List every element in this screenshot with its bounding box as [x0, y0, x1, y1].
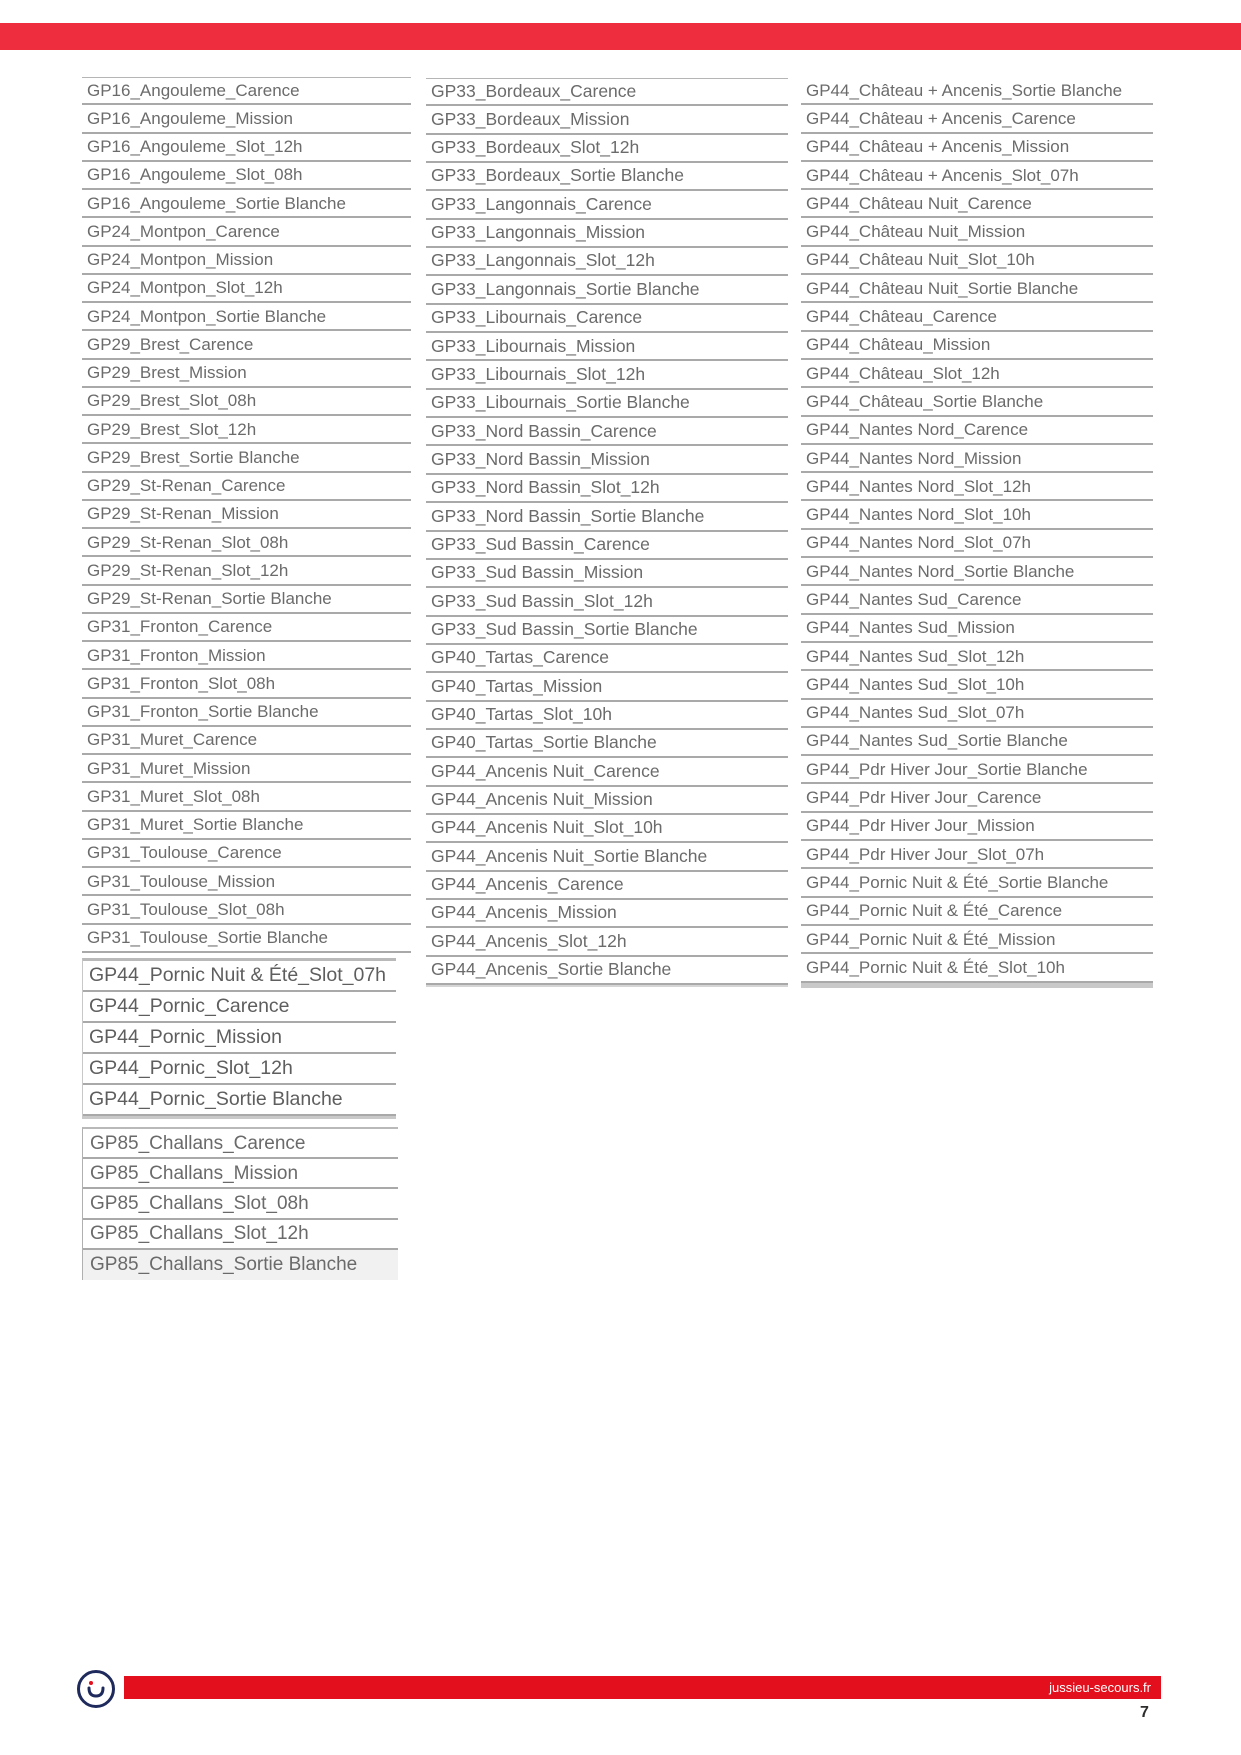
code-list-pornic — [82, 958, 396, 1119]
list-item: GP44_Château Nuit_Sortie Blanche — [801, 275, 1153, 303]
list-item: GP44_Pdr Hiver Jour_Slot_07h — [801, 841, 1153, 869]
list-item: GP85_Challans_Slot_08h — [83, 1189, 398, 1219]
list-item: GP24_Montpon_Carence — [82, 218, 411, 246]
list-item: GP33_Bordeaux_Carence — [426, 78, 788, 106]
list-item: GP44_Nantes Nord_Carence — [801, 417, 1153, 445]
list-item: GP44_Pornic_Sortie Blanche — [83, 1085, 396, 1116]
list-item: GP31_Toulouse_Mission — [82, 868, 411, 896]
list-item: GP44_Nantes Nord_Mission — [801, 445, 1153, 473]
list-item: GP44_Pornic Nuit & Été_Slot_10h — [801, 954, 1153, 982]
list-item: GP29_Brest_Slot_12h — [82, 416, 411, 444]
list-item: GP40_Tartas_Mission — [426, 673, 788, 701]
list-item: GP44_Château Nuit_Slot_10h — [801, 247, 1153, 275]
list-item: GP85_Challans_Mission — [83, 1159, 398, 1189]
list-item: GP44_Ancenis_Sortie Blanche — [426, 957, 788, 985]
list-item: GP44_Ancenis Nuit_Sortie Blanche — [426, 843, 788, 871]
list-item: GP33_Nord Bassin_Mission — [426, 446, 788, 474]
list-item: GP33_Libournais_Carence — [426, 305, 788, 333]
list-item: GP16_Angouleme_Carence — [82, 77, 411, 105]
list-item: GP16_Angouleme_Mission — [82, 105, 411, 133]
list-item: GP31_Toulouse_Sortie Blanche — [82, 925, 411, 953]
list-item: GP33_Sud Bassin_Mission — [426, 560, 788, 588]
code-list-challans — [82, 1127, 398, 1280]
list-item: GP44_Nantes Nord_Slot_10h — [801, 501, 1153, 529]
list-item: GP44_Château + Ancenis_Sortie Blanche — [801, 77, 1153, 105]
list-item: GP33_Langonnais_Slot_12h — [426, 248, 788, 276]
list-item: GP44_Pdr Hiver Jour_Sortie Blanche — [801, 756, 1153, 784]
list-item: GP44_Ancenis Nuit_Slot_10h — [426, 815, 788, 843]
list-item: GP44_Nantes Nord_Slot_07h — [801, 530, 1153, 558]
list-item: GP44_Château_Slot_12h — [801, 360, 1153, 388]
list-item: GP33_Langonnais_Sortie Blanche — [426, 276, 788, 304]
list-item: GP33_Libournais_Slot_12h — [426, 361, 788, 389]
list-item: GP29_Brest_Mission — [82, 360, 411, 388]
footer-url[interactable]: jussieu-secours.fr — [1049, 1680, 1151, 1695]
list-item: GP31_Toulouse_Slot_08h — [82, 896, 411, 924]
list-item: GP44_Ancenis_Mission — [426, 900, 788, 928]
list-item: GP44_Nantes Sud_Sortie Blanche — [801, 728, 1153, 756]
list-item: GP40_Tartas_Sortie Blanche — [426, 730, 788, 758]
list-item: GP33_Bordeaux_Mission — [426, 106, 788, 134]
list-item: GP31_Muret_Sortie Blanche — [82, 812, 411, 840]
list-item: GP24_Montpon_Sortie Blanche — [82, 303, 411, 331]
list-item: GP44_Nantes Sud_Slot_12h — [801, 643, 1153, 671]
list-item: GP44_Château + Ancenis_Mission — [801, 134, 1153, 162]
list-item: GP31_Fronton_Sortie Blanche — [82, 699, 411, 727]
list-item: GP44_Ancenis_Carence — [426, 872, 788, 900]
list-item: GP24_Montpon_Mission — [82, 247, 411, 275]
list-item: GP44_Pornic_Carence — [83, 992, 396, 1023]
list-item: GP33_Bordeaux_Sortie Blanche — [426, 163, 788, 191]
list-item: GP16_Angouleme_Sortie Blanche — [82, 190, 411, 218]
list-item: GP44_Pornic Nuit & Été_Sortie Blanche — [801, 869, 1153, 897]
list-item: GP44_Nantes Sud_Slot_10h — [801, 671, 1153, 699]
code-list-column-3 — [801, 77, 1153, 988]
list-item: GP44_Château Nuit_Carence — [801, 190, 1153, 218]
list-item: GP29_St-Renan_Slot_12h — [82, 557, 411, 585]
list-item: GP44_Château_Mission — [801, 332, 1153, 360]
list-item: GP31_Muret_Mission — [82, 755, 411, 783]
list-item: GP44_Pdr Hiver Jour_Mission — [801, 813, 1153, 841]
footer-red-bar — [124, 1676, 1161, 1699]
smile-logo-icon — [84, 1677, 108, 1701]
list-item: GP44_Nantes Nord_Slot_12h — [801, 473, 1153, 501]
list-item: GP29_St-Renan_Sortie Blanche — [82, 586, 411, 614]
list-item: GP16_Angouleme_Slot_12h — [82, 134, 411, 162]
code-list-column-1 — [82, 77, 411, 953]
list-item: GP33_Nord Bassin_Carence — [426, 418, 788, 446]
list-item: GP33_Nord Bassin_Slot_12h — [426, 475, 788, 503]
list-item: GP24_Montpon_Slot_12h — [82, 275, 411, 303]
list-item: GP33_Langonnais_Carence — [426, 191, 788, 219]
list-item: GP85_Challans_Slot_12h — [83, 1220, 398, 1250]
list-item: GP44_Pdr Hiver Jour_Carence — [801, 784, 1153, 812]
list-item: GP44_Nantes Nord_Sortie Blanche — [801, 558, 1153, 586]
list-item: GP33_Sud Bassin_Sortie Blanche — [426, 617, 788, 645]
list-item: GP44_Pornic Nuit & Été_Mission — [801, 926, 1153, 954]
list-item: GP31_Toulouse_Carence — [82, 840, 411, 868]
list-item: GP40_Tartas_Slot_10h — [426, 702, 788, 730]
list-item: GP44_Pornic_Slot_12h — [83, 1054, 396, 1085]
list-item: GP31_Muret_Slot_08h — [82, 783, 411, 811]
list-item: GP85_Challans_Carence — [83, 1129, 398, 1159]
list-item: GP44_Château_Carence — [801, 303, 1153, 331]
list-item: GP44_Nantes Sud_Slot_07h — [801, 700, 1153, 728]
list-item: GP40_Tartas_Carence — [426, 645, 788, 673]
list-item: GP44_Pornic_Mission — [83, 1023, 396, 1054]
list-item: GP29_St-Renan_Mission — [82, 501, 411, 529]
list-item: GP31_Muret_Carence — [82, 727, 411, 755]
list-item: GP33_Bordeaux_Slot_12h — [426, 135, 788, 163]
list-item: GP44_Pornic Nuit & Été_Carence — [801, 898, 1153, 926]
list-item: GP31_Fronton_Slot_08h — [82, 670, 411, 698]
list-item: GP33_Langonnais_Mission — [426, 220, 788, 248]
list-item: GP44_Nantes Sud_Carence — [801, 586, 1153, 614]
code-list-column-2 — [426, 78, 788, 987]
list-item: GP16_Angouleme_Slot_08h — [82, 162, 411, 190]
list-item: GP44_Château Nuit_Mission — [801, 218, 1153, 246]
list-item: GP85_Challans_Sortie Blanche — [83, 1250, 398, 1280]
list-item: GP44_Ancenis_Slot_12h — [426, 928, 788, 956]
list-item: GP44_Château + Ancenis_Slot_07h — [801, 162, 1153, 190]
list-item: GP33_Libournais_Sortie Blanche — [426, 390, 788, 418]
list-item: GP44_Pornic Nuit & Été_Slot_07h — [83, 961, 396, 992]
list-item: GP44_Château + Ancenis_Carence — [801, 105, 1153, 133]
list-item: GP44_Nantes Sud_Mission — [801, 615, 1153, 643]
list-item: GP29_St-Renan_Carence — [82, 473, 411, 501]
list-item: GP29_Brest_Slot_08h — [82, 388, 411, 416]
page-number: 7 — [1140, 1704, 1149, 1721]
jussieu-secours-logo-icon — [77, 1670, 115, 1708]
header-red-bar — [0, 23, 1241, 50]
list-item: GP33_Libournais_Mission — [426, 333, 788, 361]
list-item: GP29_Brest_Carence — [82, 331, 411, 359]
list-item: GP44_Ancenis Nuit_Carence — [426, 758, 788, 786]
list-item: GP44_Château_Sortie Blanche — [801, 388, 1153, 416]
list-item: GP31_Fronton_Carence — [82, 614, 411, 642]
list-item: GP29_Brest_Sortie Blanche — [82, 444, 411, 472]
list-item: GP33_Sud Bassin_Slot_12h — [426, 588, 788, 616]
list-item: GP29_St-Renan_Slot_08h — [82, 529, 411, 557]
list-item: GP33_Nord Bassin_Sortie Blanche — [426, 503, 788, 531]
list-item: GP31_Fronton_Mission — [82, 642, 411, 670]
list-item: GP44_Ancenis Nuit_Mission — [426, 787, 788, 815]
list-item: GP33_Sud Bassin_Carence — [426, 532, 788, 560]
